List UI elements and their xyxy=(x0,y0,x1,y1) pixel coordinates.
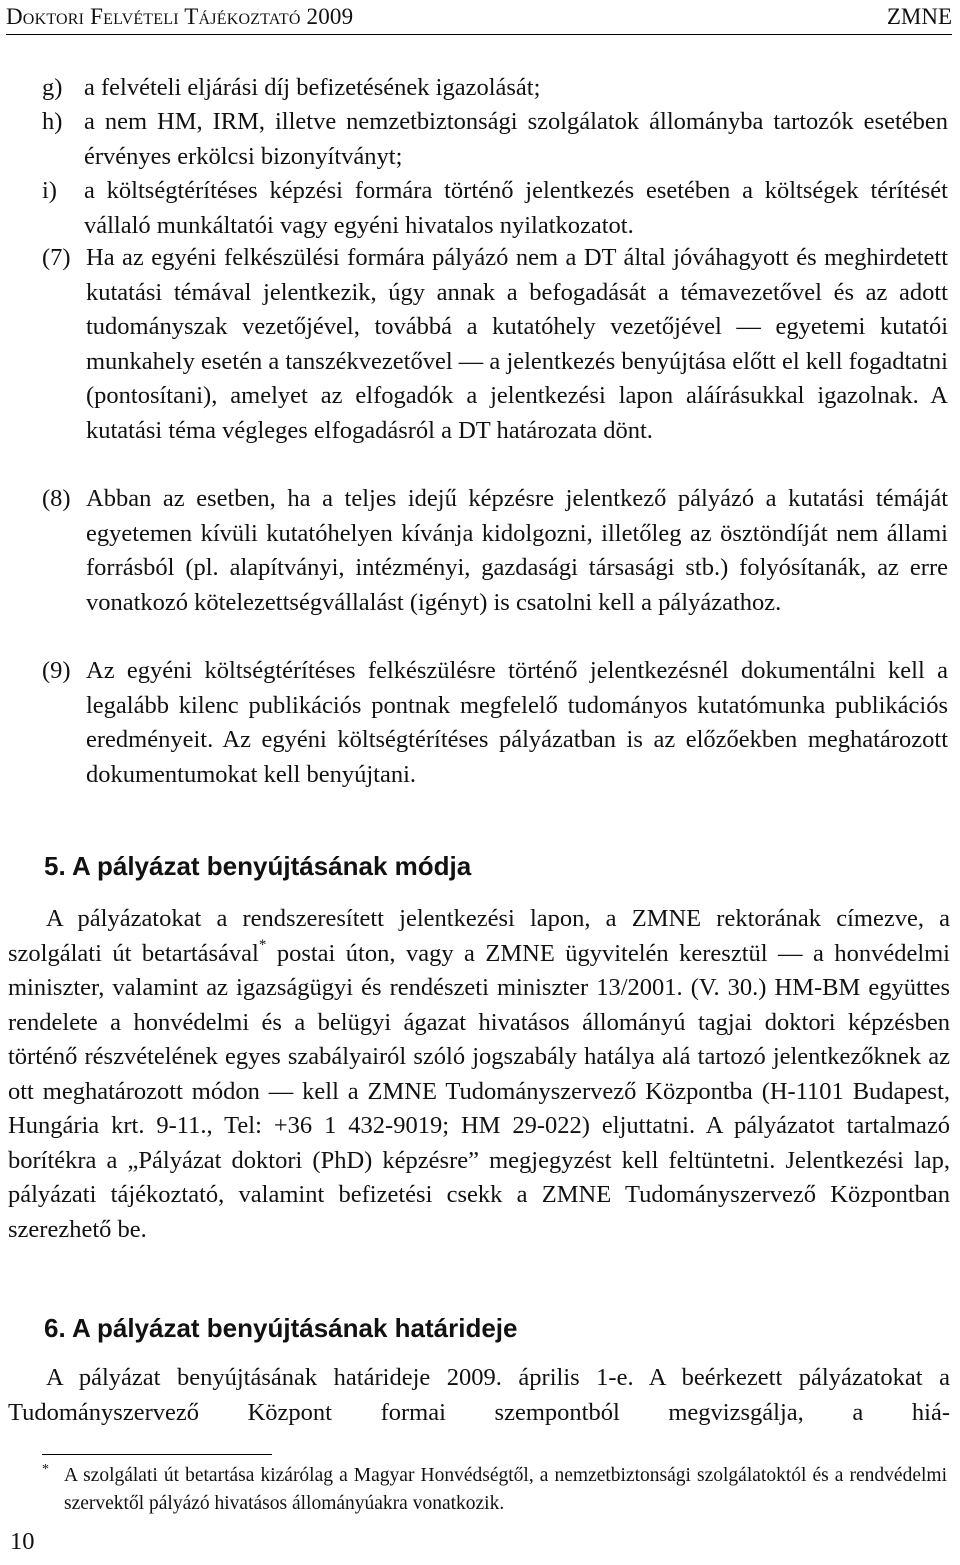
footnote-mark: * xyxy=(42,1462,49,1477)
list-item-label: g) xyxy=(42,74,63,101)
list-item-g xyxy=(42,71,948,106)
numbered-item-7 xyxy=(42,241,948,448)
list-item-text: a felvételi eljárási díj befizetésének igazolását; xyxy=(84,74,541,101)
footnote-reference[interactable]: * xyxy=(258,936,267,953)
header-title: Doktori Felvételi Tájékoztató 2009 xyxy=(6,4,354,29)
numbered-item-label: (7) xyxy=(42,244,71,271)
numbered-item-label: (9) xyxy=(42,657,71,684)
numbered-item-text: Az egyéni költségtérítéses felkészülésre történő jelentkezésnél dokumentálni kell a legalább kilenc publikációs pontnak megfelelő tudományos kutatómunka publikációs eredményeit. Az egyéni költségtérítéses pályázatban is az előzőekben meghatározott dokumentumokat kell benyújtani. xyxy=(86,657,948,788)
numbered-item-9 xyxy=(42,654,948,792)
list-item-label: h) xyxy=(42,108,63,135)
numbered-item-text: Ha az egyéni felkészülési formára pályázó nem a DT által jóváhagyott és meghirdetett kutatási témával jelentkezik, úgy annak a befogadását a témavezetővel és az adott tudományszak vezetőjével, továbbá a kutatóhely vezetőjével — egyetemi kutatói munkahely esetén a tanszékvezetővel — a jelentkezés benyújtása előtt el kell fogadtatni (pontosítani), amelyet az elfogadók a jelentkezési lapon aláírásukkal igazolnak. A kutatási téma végleges elfogadásról a DT határozata dönt. xyxy=(86,244,948,444)
running-header xyxy=(6,0,952,35)
numbered-item-8 xyxy=(42,482,948,620)
header-institution: ZMNE xyxy=(886,4,952,29)
footnote-divider xyxy=(42,1454,272,1455)
list-item-h xyxy=(42,105,948,174)
section-5-paragraph xyxy=(8,902,950,1247)
list-item-label: i) xyxy=(42,177,57,204)
numbered-item-label: (8) xyxy=(42,485,71,512)
footnote-text: A szolgálati út betartása kizárólag a Magyar Honvédségtől, a nemzetbiztonsági szolgálatoktól és a rendvédelmi szervektől pályázó hivatásos állományúakra vonatkozik. xyxy=(64,1465,947,1514)
section-heading-6: 6. A pályázat benyújtásának határideje xyxy=(44,1313,518,1343)
list-item-text: a költségtérítéses képzési formára történő jelentkezés esetében a költségek térítését vállaló munkáltatói vagy egyéni hivatalos nyilatkozatot. xyxy=(84,177,948,239)
section-6-paragraph: A pályázat benyújtásának határideje 2009. április 1-e. A beérkezett pályázatokat a Tudományszervező Központ formai szempontból megvizsgálja, a hiá- xyxy=(8,1364,950,1426)
section-heading-5: 5. A pályázat benyújtásának módja xyxy=(44,851,472,881)
list-item-i xyxy=(42,174,948,243)
page-number: 10 xyxy=(10,1528,35,1555)
footnote xyxy=(42,1462,947,1518)
numbered-item-text: Abban az esetben, ha a teljes idejű képzésre jelentkező pályázó a kutatási témáját egyetemen kívüli kutatóhelyen kívánja kidolgozni, illetőleg az ösztöndíját nem állami forrásból (pl. alapítványi, intézményi, gazdasági társasági stb.) folyósítanák, az erre vonatkozó kötelezettségvállalást (igényt) is csatolni kell a pályázathoz. xyxy=(86,485,948,616)
list-item-text: a nem HM, IRM, illetve nemzetbiztonsági szolgálatok állományba tartozók esetében érvényes erkölcsi bizonyítványt; xyxy=(84,108,948,170)
section-5-text-part2: postai úton, vagy a ZMNE ügyvitelén keresztül — a honvédelmi miniszter, valamint az igazságügyi és rendészeti miniszter 13/2001. (V. 30.) HM-BM együttes rendelete a honvédelmi és a belügyi ágazat hivatásos állományú tagjai doktori képzésben történő részvételének egyes szabályairól szóló jogszabály hatálya alá tartozó jelentkezőknek az ott meghatározott módon — kell a ZMNE Tudományszervező Központba (H-1101 Budapest, Hungária krt. 9-11., Tel: +36 1 432-9019; HM 29-022) eljuttatni. A pályázatot tartalmazó borítékra a „Pályázat doktori (PhD) képzésre” megjegyzést kell feltüntetni. Jelentkezési lap, pályázati tájékoztató, valamint befizetési csekk a ZMNE Tudományszervező Központban szerezhető be. xyxy=(8,939,950,1243)
section-5-text-part1: A pályázatokat a rendszeresített jelentkezési lapon, a ZMNE rektorának címezve, a szolgálati út betartásával xyxy=(8,905,950,967)
